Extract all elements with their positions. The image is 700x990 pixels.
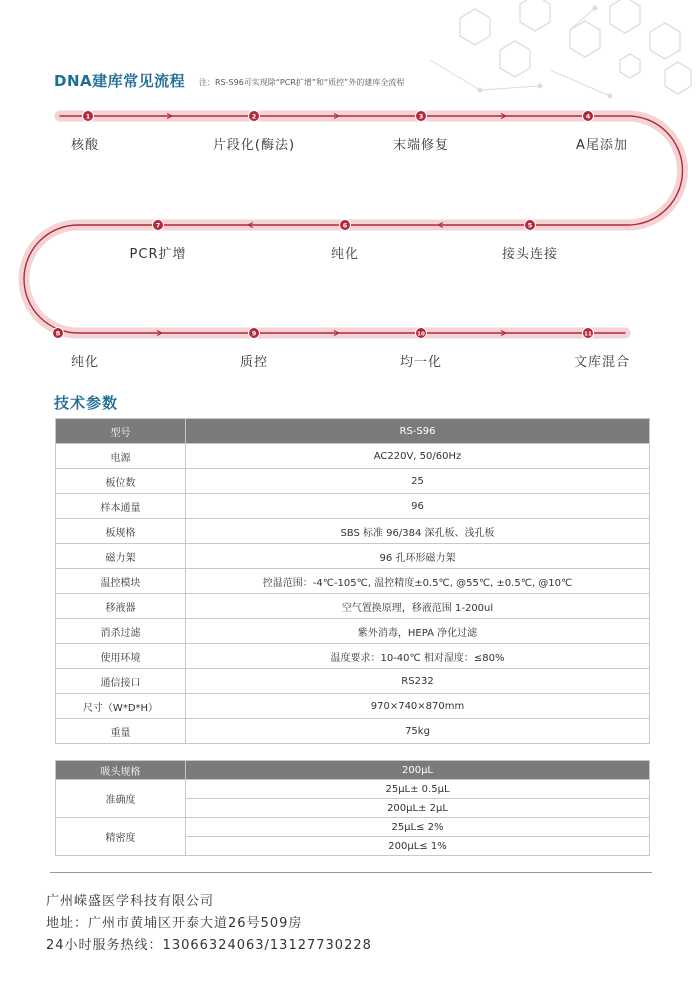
spec-value: 96 bbox=[186, 494, 650, 519]
spec-label: 使用环境 bbox=[56, 644, 186, 669]
spec-value: 空气置换原理，移液范围 1-200ul bbox=[186, 594, 650, 619]
flow-step-marker bbox=[525, 220, 536, 231]
spec-label: 移液器 bbox=[56, 594, 186, 619]
spec-table bbox=[55, 418, 650, 744]
flow-step-label: 纯化 bbox=[330, 247, 360, 262]
flow-step-marker bbox=[583, 111, 594, 122]
flow-step-marker bbox=[249, 111, 260, 122]
precision-value: 200μL≤ 1% bbox=[186, 837, 650, 856]
spec-value: SBS 标准 96/384 深孔板、浅孔板 bbox=[186, 519, 650, 544]
precision-value: 25μL≤ 2% bbox=[186, 818, 650, 837]
flow-step-number: 4 bbox=[585, 112, 591, 121]
flow-step-number: 2 bbox=[251, 112, 257, 121]
flow-step-number: 1 bbox=[85, 112, 91, 121]
accuracy-label: 准确度 bbox=[56, 780, 186, 818]
tip-header-value: 200μL bbox=[186, 761, 650, 780]
tip-spec-table bbox=[55, 760, 650, 856]
spec-value: 紫外消毒，HEPA 净化过滤 bbox=[186, 619, 650, 644]
spec-value: AC220V, 50/60Hz bbox=[186, 444, 650, 469]
flow-step-label: 末端修复 bbox=[392, 138, 450, 153]
table-row bbox=[56, 719, 650, 744]
flow-step-label: A尾添加 bbox=[576, 138, 628, 153]
spec-value: 温度要求：10-40℃ 相对湿度：≤80% bbox=[186, 644, 650, 669]
company-address: 地址：广州市黄埔区开泰大道26号509房 bbox=[46, 916, 303, 931]
flow-step-number: 11 bbox=[584, 331, 592, 338]
flow-title: DNA建库常见流程 bbox=[54, 72, 186, 90]
flow-step-number: 9 bbox=[251, 329, 257, 338]
accuracy-value: 25μL± 0.5μL bbox=[186, 780, 650, 799]
spec-header-value: RS-S96 bbox=[186, 419, 650, 444]
table-row bbox=[56, 780, 650, 799]
table-row bbox=[56, 494, 650, 519]
spec-label: 重量 bbox=[56, 719, 186, 744]
spec-label: 板规格 bbox=[56, 519, 186, 544]
spec-label: 温控模块 bbox=[56, 569, 186, 594]
flow-step-label: 质控 bbox=[239, 355, 269, 370]
flow-step-number: 5 bbox=[527, 221, 533, 230]
table-row bbox=[56, 694, 650, 719]
table-row bbox=[56, 544, 650, 569]
tip-header-label: 吸头规格 bbox=[56, 761, 186, 780]
flow-step-label: 文库混合 bbox=[573, 355, 631, 370]
spec-label: 消杀过滤 bbox=[56, 619, 186, 644]
flow-step-marker bbox=[249, 328, 260, 339]
footer-divider bbox=[50, 872, 652, 873]
spec-label: 电源 bbox=[56, 444, 186, 469]
flow-step-number: 3 bbox=[418, 112, 424, 121]
spec-header-row bbox=[56, 419, 650, 444]
flow-step-marker bbox=[153, 220, 164, 231]
spec-value: 控温范围：-4℃-105℃, 温控精度±0.5℃, @55℃, ±0.5℃, @10℃ bbox=[186, 569, 650, 594]
spec-value: 25 bbox=[186, 469, 650, 494]
spec-label: 样本通量 bbox=[56, 494, 186, 519]
table-row bbox=[56, 644, 650, 669]
table-row bbox=[56, 818, 650, 837]
accuracy-value: 200μL± 2μL bbox=[186, 799, 650, 818]
flow-step-number: 10 bbox=[417, 331, 425, 338]
spec-value: 96 孔环形磁力架 bbox=[186, 544, 650, 569]
table-row bbox=[56, 444, 650, 469]
tip-header-row bbox=[56, 761, 650, 780]
flow-step-label: 接头连接 bbox=[501, 247, 559, 262]
table-row bbox=[56, 469, 650, 494]
precision-label: 精密度 bbox=[56, 818, 186, 856]
flow-step-label: 均一化 bbox=[399, 355, 443, 370]
spec-value: 970×740×870mm bbox=[186, 694, 650, 719]
table-row bbox=[56, 569, 650, 594]
flow-step-label: 纯化 bbox=[70, 355, 100, 370]
spec-label: 通信接口 bbox=[56, 669, 186, 694]
spec-label: 尺寸（W*D*H） bbox=[56, 694, 186, 719]
flow-step-label: 核酸 bbox=[70, 138, 100, 153]
flow-step-number: 6 bbox=[342, 221, 348, 230]
flow-step-number: 8 bbox=[55, 329, 61, 338]
spec-value: RS232 bbox=[186, 669, 650, 694]
table-row bbox=[56, 619, 650, 644]
spec-label: 磁力架 bbox=[56, 544, 186, 569]
spec-value: 75kg bbox=[186, 719, 650, 744]
spec-label: 板位数 bbox=[56, 469, 186, 494]
table-row bbox=[56, 594, 650, 619]
table-row bbox=[56, 669, 650, 694]
flow-step-marker bbox=[416, 328, 427, 339]
flow-step-marker bbox=[583, 328, 594, 339]
flow-step-label: 片段化(酶法) bbox=[212, 138, 296, 153]
flow-step-marker bbox=[340, 220, 351, 231]
flow-note: 注：RS-S96可实现除“PCR扩增”和“质控”外的建库全流程 bbox=[199, 78, 405, 87]
flow-step-marker bbox=[53, 328, 64, 339]
flow-step-marker bbox=[416, 111, 427, 122]
tech-title: 技术参数 bbox=[54, 394, 119, 412]
flow-step-marker bbox=[83, 111, 94, 122]
company-hotline: 24小时服务热线：13066324063/13127730228 bbox=[46, 938, 372, 953]
spec-header-label: 型号 bbox=[56, 419, 186, 444]
flow-step-label: PCR扩增 bbox=[129, 247, 187, 262]
flow-step-number: 7 bbox=[155, 221, 161, 230]
company-name: 广州嵘盛医学科技有限公司 bbox=[46, 894, 215, 909]
table-row bbox=[56, 519, 650, 544]
